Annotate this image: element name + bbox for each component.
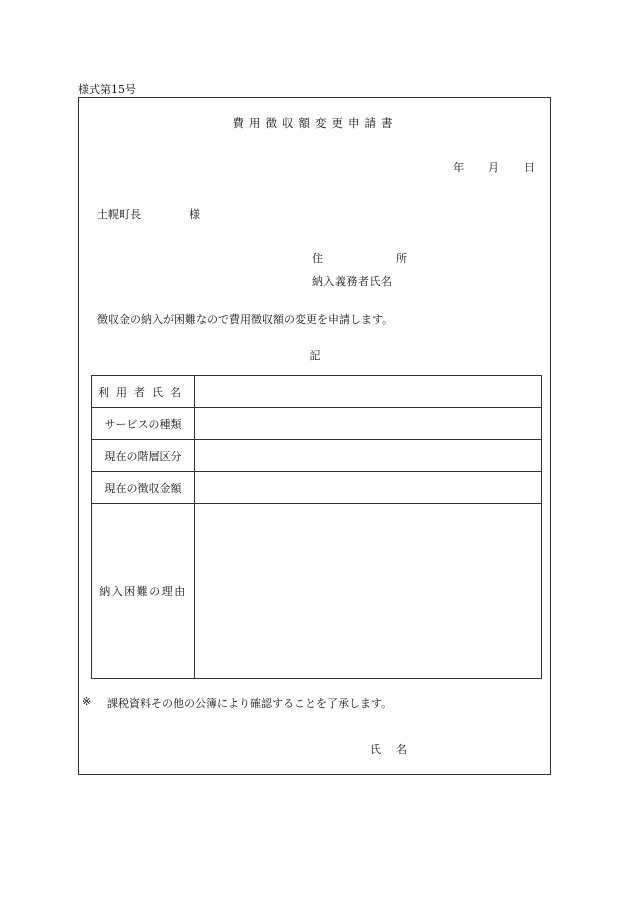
consent-note: 課税資料その他の公簿により確認することを了承します。	[107, 697, 393, 710]
address-label-first: 住	[312, 252, 323, 265]
application-statement: 徴収金の納入が困難なので費用徴収額の変更を申請します。	[97, 313, 394, 326]
table-row	[92, 408, 542, 440]
addressee-honorific: 様	[189, 208, 200, 221]
addressee: 土幌町長	[97, 208, 141, 221]
table-row	[92, 504, 542, 679]
document-title: 費用徴収額変更申請書	[232, 116, 398, 130]
service-type-field[interactable]	[195, 408, 542, 440]
date-day-label: 日	[524, 161, 535, 174]
user-name-field[interactable]	[195, 376, 542, 408]
form-number: 様式第15号	[78, 83, 136, 96]
user-name-label: 利用者氏名	[92, 376, 195, 408]
signature-name-label-second: 名	[396, 743, 407, 756]
note-mark: ※	[82, 695, 92, 708]
table-row	[92, 376, 542, 408]
application-details-table	[91, 375, 542, 679]
address-label-second: 所	[396, 252, 407, 265]
current-charge-label: 現在の徴収金額	[92, 472, 195, 504]
payer-name-label: 納入義務者氏名	[312, 275, 393, 288]
current-charge-field[interactable]	[195, 472, 542, 504]
table-row	[92, 472, 542, 504]
service-type-label: サービスの種類	[92, 408, 195, 440]
payment-difficulty-reason-label: 納入困難の理由	[92, 504, 195, 679]
signature-name-label-first: 氏	[370, 743, 381, 756]
current-tier-label: 現在の階層区分	[92, 440, 195, 472]
payment-difficulty-reason-field[interactable]	[195, 504, 542, 679]
current-tier-field[interactable]	[195, 440, 542, 472]
date-month-label: 月	[488, 161, 499, 174]
table-row	[92, 440, 542, 472]
ki-heading: 記	[309, 349, 321, 362]
date-year-label: 年	[453, 161, 464, 174]
